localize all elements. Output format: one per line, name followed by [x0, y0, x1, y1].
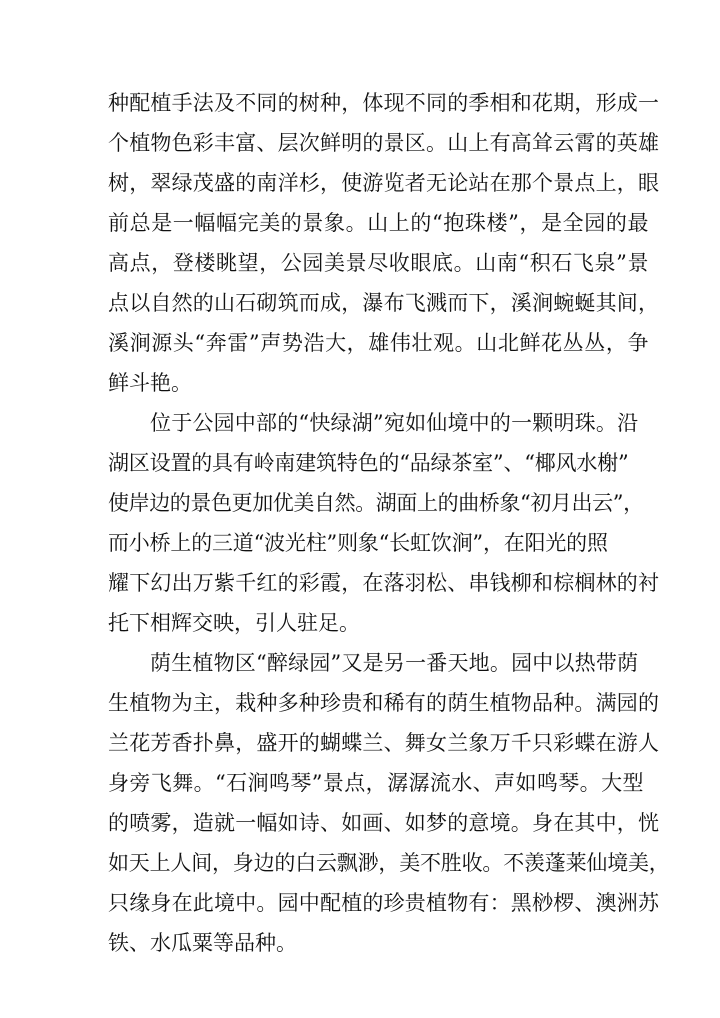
paragraph-line: 的喷雾，造就一幅如诗、如画、如梦的意境。身在其中，恍 [108, 811, 660, 835]
paragraph-line: 鲜斗艳。 [108, 371, 192, 395]
paragraph-line: 铁、水瓜粟等品种。 [108, 931, 297, 955]
paragraph-line: 生植物为主，栽种多种珍贵和稀有的荫生植物品种。满园的 [108, 691, 660, 715]
paragraph-line: 兰花芳香扑鼻，盛开的蝴蝶兰、舞女兰象万千只彩蝶在游人 [108, 731, 660, 755]
paragraph-line: 托下相辉交映，引人驻足。 [108, 611, 360, 635]
paragraph-line: 溪涧源头“奔雷”声势浩大，雄伟壮观。山北鲜花丛丛，争 [108, 331, 650, 355]
body-text [108, 83, 670, 963]
paragraph-line: 耀下幻出万紫千红的彩霞，在落羽松、串钱柳和棕榈林的衬 [108, 571, 660, 595]
paragraph-3 [108, 643, 670, 963]
paragraph-line: 身旁飞舞。“石涧鸣琴”景点，潺潺流水、声如鸣琴。大型 [108, 771, 644, 795]
paragraph-line: 高点，登楼眺望，公园美景尽收眼底。山南“积石飞泉”景 [108, 251, 650, 275]
paragraph-line: 只缘身在此境中。园中配植的珍贵植物有：黑桫椤、澳洲苏 [108, 891, 660, 915]
paragraph-line: 荫生植物区“醉绿园”又是另一番天地。园中以热带荫 [150, 651, 639, 675]
paragraph-line: 湖区设置的具有岭南建筑特色的“品绿茶室”、“椰风水榭” [108, 451, 629, 475]
paragraph-line: 位于公园中部的“快绿湖”宛如仙境中的一颗明珠。沿 [150, 411, 639, 435]
paragraph-line: 使岸边的景色更加优美自然。湖面上的曲桥象“初月出云”， [108, 491, 644, 515]
paragraph-line: 点以自然的山石砌筑而成，瀑布飞溅而下，溪涧蜿蜒其间， [108, 291, 660, 315]
paragraph-line: 如天上人间，身边的白云飘渺，美不胜收。不羡蓬莱仙境美， [108, 851, 670, 875]
paragraph-line: 种配植手法及不同的树种，体现不同的季相和花期，形成一 [108, 91, 660, 115]
paragraph-line: 个植物色彩丰富、层次鲜明的景区。山上有高耸云霄的英雄 [108, 131, 660, 155]
paragraph-line: 前总是一幅幅完美的景象。山上的“抱珠楼”，是全园的最 [108, 211, 650, 235]
paragraph-1 [108, 83, 660, 403]
paragraph-line: 树，翠绿茂盛的南洋杉，使游览者无论站在那个景点上，眼 [108, 171, 660, 195]
paragraph-line: 而小桥上的三道“波光柱”则象“长虹饮涧”，在阳光的照 [108, 531, 608, 555]
paragraph-2 [108, 403, 660, 643]
